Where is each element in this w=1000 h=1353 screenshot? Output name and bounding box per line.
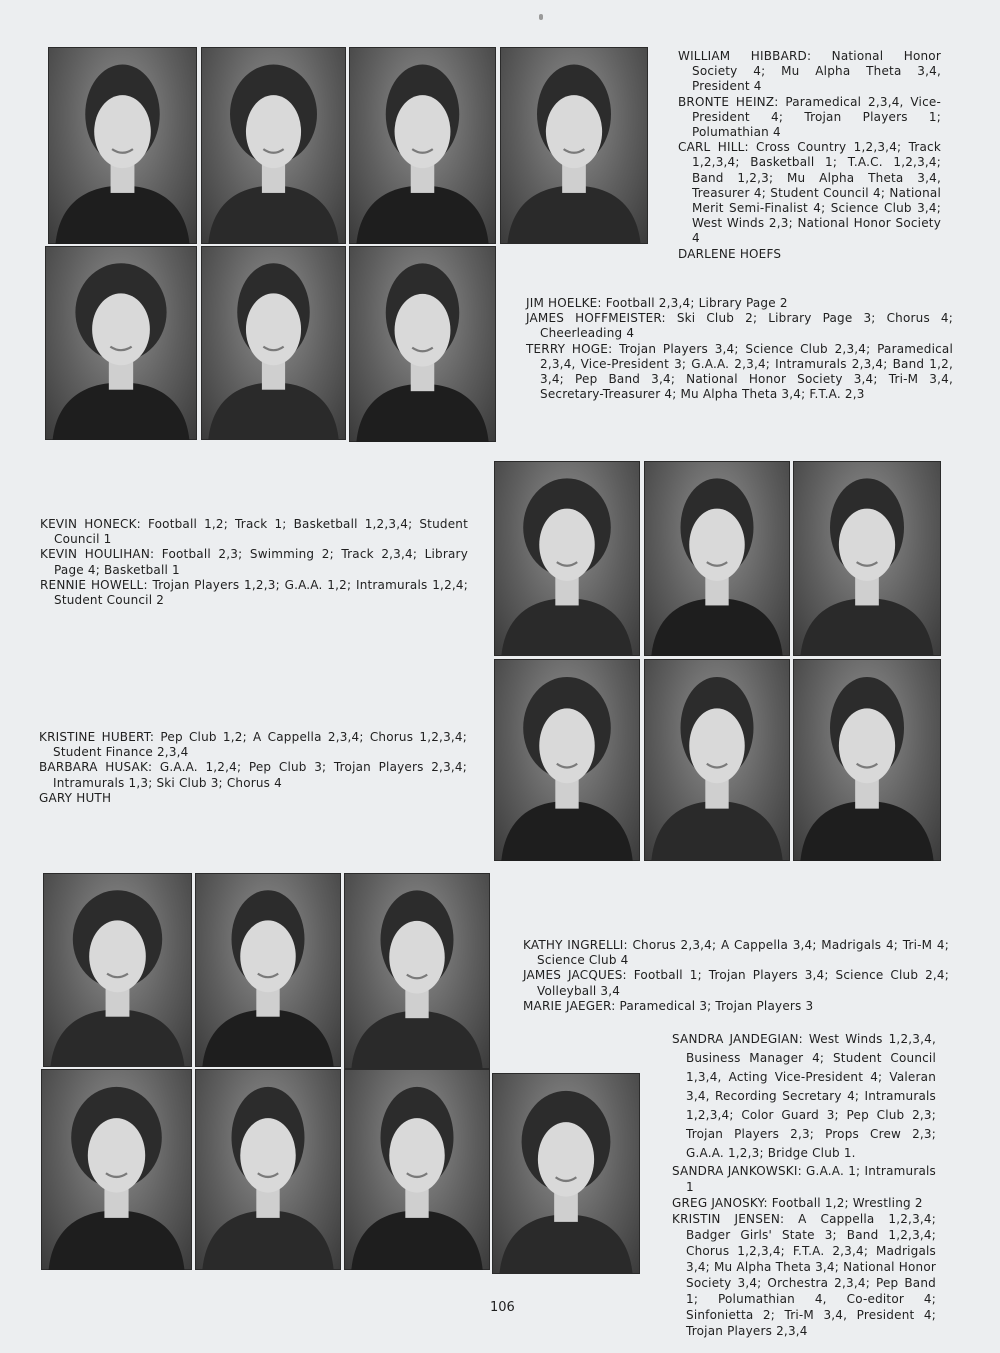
portrait-photo [45,246,197,440]
caption-group [40,517,468,608]
portrait-silhouette-icon [793,659,941,861]
portrait-silhouette-icon [500,47,648,244]
portrait-silhouette-icon [644,461,790,656]
portrait-photo [48,47,197,244]
caption-entry: KRISTIN JENSEN: A Cappella 1,2,3,4; Badger Girls' State 3; Band 1,2,3,4; Chorus 1,2,3,4; F.T.A. 2,3,4; Madrigals 3,4; Mu Alpha Theta 3,4; National Honor Society 3,4; Orchestra 2,3,4; Pep Band 1; Polumathian 4, Co-editor 4; Sinfonietta 2; Tri-M 3,4, President 4; Trojan Players 2,3,4 [672,1212,936,1338]
caption-entry: CARL HILL: Cross Country 1,2,3,4; Track 1,2,3,4; Basketball 1; T.A.C. 1,2,3,4; Band 1,2,3; Mu Alpha Theta 3,4, Treasurer 4; Student Council 4; National Merit Semi-Finalist 4; Science Club 3,4; West Winds 2,3; National Honor Society 4 [678,140,941,246]
portrait-photo [494,659,640,861]
portrait-silhouette-icon [344,1069,490,1270]
caption-entry: KEVIN HOULIHAN: Football 2,3; Swimming 2; Track 2,3,4; Library Page 4; Basketball 1 [40,547,468,577]
portrait-photo [349,47,496,244]
caption-group [678,49,941,262]
portrait-silhouette-icon [344,873,490,1069]
portrait-photo [500,47,648,244]
portrait-photo [793,461,941,656]
portrait-photo [195,873,341,1067]
portrait-photo [349,246,496,442]
page-number: 106 [490,1300,515,1315]
caption-entry: KEVIN HONECK: Football 1,2; Track 1; Basketball 1,2,3,4; Student Council 1 [40,517,468,547]
portrait-photo [43,873,192,1067]
portrait-silhouette-icon [793,461,941,656]
caption-entry: KATHY INGRELLI: Chorus 2,3,4; A Cappella 3,4; Madrigals 4; Tri-M 4; Science Club 4 [523,938,949,968]
portrait-photo [644,461,790,656]
caption-entry: SANDRA JANDEGIAN: West Winds 1,2,3,4, Business Manager 4; Student Council 1,3,4, Acting Vice-President 4; Valeran 3,4, Recording Secretary 4; Intramurals 1,2,3,4; Color Guard 3; Pep Club 2,3; Trojan Players 2,3; Props Crew 2,3; G.A.A. 1,2,3; Bridge Club 1. [672,1032,936,1160]
caption-entry: GREG JANOSKY: Football 1,2; Wrestling 2 [672,1196,923,1210]
portrait-photo [793,659,941,861]
caption-entry: SANDRA JANKOWSKI: G.A.A. 1; Intramurals 1 [672,1164,936,1194]
portrait-silhouette-icon [41,1069,192,1270]
portrait-silhouette-icon [349,246,496,442]
portrait-silhouette-icon [494,461,640,656]
portrait-silhouette-icon [45,246,197,440]
caption-entry: BRONTE HEINZ: Paramedical 2,3,4, Vice-President 4; Trojan Players 1; Polumathian 4 [678,94,941,140]
portrait-photo [41,1069,192,1270]
portrait-photo [344,1069,490,1270]
portrait-photo [492,1073,640,1274]
portrait-silhouette-icon [43,873,192,1067]
caption-group [39,730,467,806]
caption-entry: DARLENE HOEFS [678,246,782,261]
portrait-silhouette-icon [644,659,790,861]
portrait-photo [201,47,346,244]
caption-group [526,296,953,402]
caption-entry: TERRY HOGE: Trojan Players 3,4; Science Club 2,3,4; Paramedical 2,3,4, Vice-President 3; G.A.A. 2,3,4; Intramurals 2,3,4; Band 1,2, 3,4; Pep Band 3,4; National Honor Society 3,4; Tri-M 3,4, Secretary-Treasurer 4; Mu Alpha Theta 3,4; F.T.A. 2,3 [526,341,953,402]
caption-entry: BARBARA HUSAK: G.A.A. 1,2,4; Pep Club 3; Trojan Players 2,3,4; Intramurals 1,3; Ski Club 3; Chorus 4 [39,760,467,790]
portrait-photo [195,1069,341,1270]
portrait-silhouette-icon [494,659,640,861]
portrait-silhouette-icon [195,1069,341,1270]
caption-group [672,1030,936,1339]
portrait-silhouette-icon [492,1073,640,1274]
caption-entry: MARIE JAEGER: Paramedical 3; Trojan Players 3 [523,998,814,1013]
portrait-silhouette-icon [48,47,197,244]
caption-entry: RENNIE HOWELL: Trojan Players 1,2,3; G.A.A. 1,2; Intramurals 1,2,4; Student Council 2 [40,577,468,608]
caption-entry: WILLIAM HIBBARD: National Honor Society 4; Mu Alpha Theta 3,4, President 4 [678,49,941,94]
portrait-silhouette-icon [195,873,341,1067]
caption-entry: JIM HOELKE: Football 2,3,4; Library Page 2 [526,296,788,310]
portrait-silhouette-icon [349,47,496,244]
portrait-photo [344,873,490,1069]
caption-entry: GARY HUTH [39,790,112,805]
caption-entry: KRISTINE HUBERT: Pep Club 1,2; A Cappella 2,3,4; Chorus 1,2,3,4; Student Finance 2,3,4 [39,730,467,760]
caption-entry: JAMES JACQUES: Football 1; Trojan Players 3,4; Science Club 2,4; Volleyball 3,4 [523,968,949,998]
ink-mark [539,14,543,20]
caption-group [523,938,949,1014]
portrait-silhouette-icon [201,246,346,440]
portrait-photo [201,246,346,440]
portrait-photo [494,461,640,656]
portrait-photo [644,659,790,861]
caption-entry: JAMES HOFFMEISTER: Ski Club 2; Library Page 3; Chorus 4; Cheerleading 4 [526,311,953,341]
portrait-silhouette-icon [201,47,346,244]
